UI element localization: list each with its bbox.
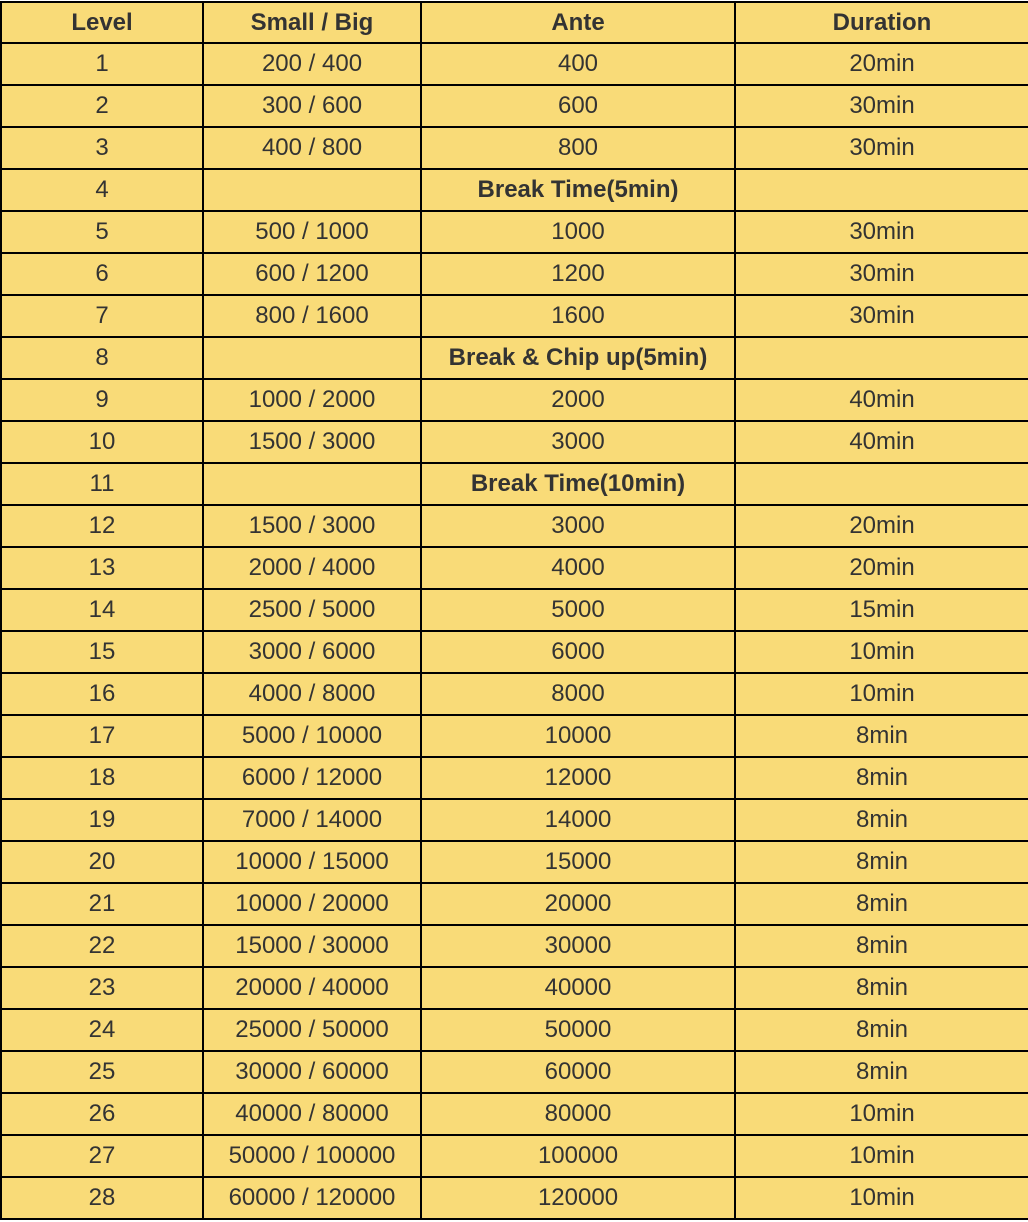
cell-duration: 8min [735, 925, 1028, 967]
cell-ante: 400 [421, 43, 735, 85]
cell-ante: 2000 [421, 379, 735, 421]
cell-level: 28 [1, 1177, 203, 1219]
cell-duration: 20min [735, 505, 1028, 547]
cell-duration: 8min [735, 757, 1028, 799]
cell-level: 26 [1, 1093, 203, 1135]
column-header-ante: Ante [421, 2, 735, 43]
cell-level: 19 [1, 799, 203, 841]
table-row [1, 253, 1028, 295]
cell-duration: 10min [735, 1177, 1028, 1219]
cell-blinds-empty [203, 463, 421, 505]
cell-level: 14 [1, 589, 203, 631]
cell-duration: 10min [735, 1135, 1028, 1177]
cell-blinds: 40000 / 80000 [203, 1093, 421, 1135]
cell-level: 24 [1, 1009, 203, 1051]
cell-ante: 1600 [421, 295, 735, 337]
cell-blinds-empty [203, 169, 421, 211]
cell-blinds: 50000 / 100000 [203, 1135, 421, 1177]
cell-blinds: 20000 / 40000 [203, 967, 421, 1009]
cell-level: 22 [1, 925, 203, 967]
cell-blinds: 2500 / 5000 [203, 589, 421, 631]
table-row [1, 1051, 1028, 1093]
column-header-duration: Duration [735, 2, 1028, 43]
cell-level: 13 [1, 547, 203, 589]
cell-level: 8 [1, 337, 203, 379]
cell-ante: 6000 [421, 631, 735, 673]
cell-duration: 30min [735, 85, 1028, 127]
table-row [1, 1177, 1028, 1219]
cell-duration: 10min [735, 673, 1028, 715]
table-row [1, 799, 1028, 841]
cell-level: 20 [1, 841, 203, 883]
cell-blinds: 4000 / 8000 [203, 673, 421, 715]
cell-ante: 50000 [421, 1009, 735, 1051]
cell-ante: 5000 [421, 589, 735, 631]
cell-duration: 8min [735, 841, 1028, 883]
table-row [1, 631, 1028, 673]
cell-break-label: Break Time(5min) [421, 169, 735, 211]
cell-blinds: 3000 / 6000 [203, 631, 421, 673]
cell-level: 12 [1, 505, 203, 547]
cell-level: 11 [1, 463, 203, 505]
cell-blinds: 10000 / 15000 [203, 841, 421, 883]
cell-duration: 30min [735, 127, 1028, 169]
cell-duration: 8min [735, 967, 1028, 1009]
cell-blinds: 25000 / 50000 [203, 1009, 421, 1051]
table-row [1, 757, 1028, 799]
cell-level: 2 [1, 85, 203, 127]
cell-ante: 15000 [421, 841, 735, 883]
break-row [1, 463, 1028, 505]
cell-blinds: 30000 / 60000 [203, 1051, 421, 1093]
table-row [1, 547, 1028, 589]
cell-ante: 8000 [421, 673, 735, 715]
cell-duration-empty [735, 463, 1028, 505]
cell-ante: 100000 [421, 1135, 735, 1177]
table-row [1, 967, 1028, 1009]
cell-level: 3 [1, 127, 203, 169]
break-row [1, 169, 1028, 211]
cell-level: 27 [1, 1135, 203, 1177]
table-row [1, 505, 1028, 547]
cell-blinds-empty [203, 337, 421, 379]
cell-ante: 12000 [421, 757, 735, 799]
cell-break-label: Break & Chip up(5min) [421, 337, 735, 379]
table-row [1, 127, 1028, 169]
table-row [1, 1135, 1028, 1177]
cell-duration: 20min [735, 43, 1028, 85]
cell-blinds: 10000 / 20000 [203, 883, 421, 925]
cell-blinds: 5000 / 10000 [203, 715, 421, 757]
cell-ante: 1200 [421, 253, 735, 295]
cell-level: 25 [1, 1051, 203, 1093]
cell-blinds: 800 / 1600 [203, 295, 421, 337]
cell-ante: 80000 [421, 1093, 735, 1135]
table-row [1, 211, 1028, 253]
cell-ante: 3000 [421, 505, 735, 547]
cell-ante: 120000 [421, 1177, 735, 1219]
cell-blinds: 1000 / 2000 [203, 379, 421, 421]
cell-level: 18 [1, 757, 203, 799]
cell-duration: 30min [735, 295, 1028, 337]
cell-duration: 20min [735, 547, 1028, 589]
table-row [1, 841, 1028, 883]
cell-ante: 3000 [421, 421, 735, 463]
cell-duration: 30min [735, 211, 1028, 253]
cell-ante: 4000 [421, 547, 735, 589]
table-row [1, 589, 1028, 631]
cell-blinds: 1500 / 3000 [203, 505, 421, 547]
cell-blinds: 15000 / 30000 [203, 925, 421, 967]
blind-structure-container [0, 1, 1028, 1222]
column-header-blinds: Small / Big [203, 2, 421, 43]
cell-level: 1 [1, 43, 203, 85]
cell-blinds: 600 / 1200 [203, 253, 421, 295]
cell-level: 15 [1, 631, 203, 673]
table-row [1, 715, 1028, 757]
cell-blinds: 2000 / 4000 [203, 547, 421, 589]
cell-duration: 8min [735, 883, 1028, 925]
cell-blinds: 300 / 600 [203, 85, 421, 127]
column-header-level: Level [1, 2, 203, 43]
blind-structure-table [0, 1, 1028, 1220]
cell-duration: 40min [735, 421, 1028, 463]
cell-ante: 30000 [421, 925, 735, 967]
cell-ante: 20000 [421, 883, 735, 925]
table-row [1, 925, 1028, 967]
cell-duration: 40min [735, 379, 1028, 421]
cell-level: 5 [1, 211, 203, 253]
cell-blinds: 1500 / 3000 [203, 421, 421, 463]
cell-duration: 30min [735, 253, 1028, 295]
cell-duration: 8min [735, 799, 1028, 841]
cell-duration: 15min [735, 589, 1028, 631]
table-body [1, 43, 1028, 1219]
table-row [1, 379, 1028, 421]
cell-level: 7 [1, 295, 203, 337]
cell-duration-empty [735, 169, 1028, 211]
cell-blinds: 6000 / 12000 [203, 757, 421, 799]
cell-duration: 8min [735, 715, 1028, 757]
cell-ante: 600 [421, 85, 735, 127]
cell-duration: 10min [735, 631, 1028, 673]
cell-ante: 14000 [421, 799, 735, 841]
cell-level: 9 [1, 379, 203, 421]
cell-level: 6 [1, 253, 203, 295]
table-row [1, 295, 1028, 337]
cell-blinds: 7000 / 14000 [203, 799, 421, 841]
cell-duration-empty [735, 337, 1028, 379]
cell-blinds: 60000 / 120000 [203, 1177, 421, 1219]
cell-ante: 1000 [421, 211, 735, 253]
table-row [1, 85, 1028, 127]
cell-level: 10 [1, 421, 203, 463]
table-row [1, 421, 1028, 463]
table-row [1, 1093, 1028, 1135]
cell-level: 21 [1, 883, 203, 925]
break-row [1, 337, 1028, 379]
cell-duration: 8min [735, 1051, 1028, 1093]
cell-duration: 8min [735, 1009, 1028, 1051]
cell-ante: 10000 [421, 715, 735, 757]
table-row [1, 43, 1028, 85]
cell-level: 23 [1, 967, 203, 1009]
cell-blinds: 500 / 1000 [203, 211, 421, 253]
cell-break-label: Break Time(10min) [421, 463, 735, 505]
cell-level: 17 [1, 715, 203, 757]
table-row [1, 673, 1028, 715]
cell-duration: 10min [735, 1093, 1028, 1135]
cell-ante: 60000 [421, 1051, 735, 1093]
cell-blinds: 400 / 800 [203, 127, 421, 169]
cell-ante: 40000 [421, 967, 735, 1009]
cell-level: 16 [1, 673, 203, 715]
cell-blinds: 200 / 400 [203, 43, 421, 85]
table-row [1, 1009, 1028, 1051]
cell-level: 4 [1, 169, 203, 211]
cell-ante: 800 [421, 127, 735, 169]
table-row [1, 883, 1028, 925]
table-header-row [1, 2, 1028, 43]
